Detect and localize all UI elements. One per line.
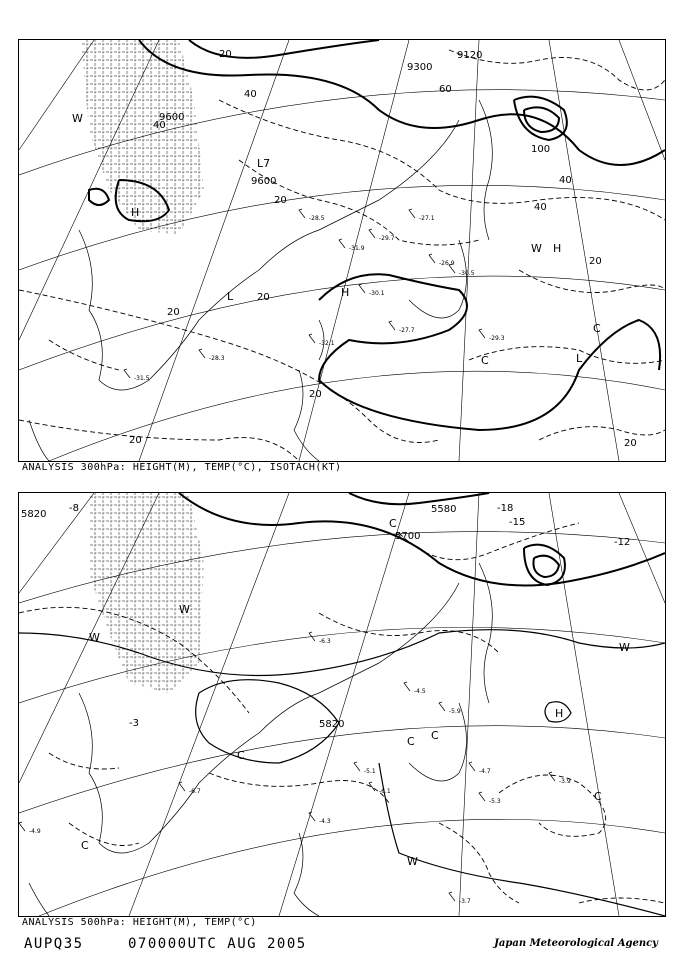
station-value: -5.3 — [489, 798, 501, 805]
station-value: -31.9 — [349, 245, 365, 252]
station-values — [124, 209, 505, 382]
system-c1: C — [481, 354, 489, 367]
system-w3: W — [619, 641, 630, 654]
label-40d: 40 — [534, 202, 547, 213]
system-w2: W — [179, 603, 190, 616]
wind-barb — [409, 209, 415, 218]
label-5700: 5700 — [395, 531, 421, 542]
wind-barb — [309, 812, 315, 821]
system-l3: L7 — [257, 157, 271, 170]
product-code: AUPQ35 — [24, 936, 84, 952]
height-contours — [179, 493, 665, 586]
label-9300: 9300 — [407, 62, 433, 73]
label-minus3: -3 — [129, 718, 139, 729]
wind-barb — [429, 254, 435, 263]
label-100: 100 — [531, 144, 551, 155]
system-c3: C — [594, 790, 602, 803]
system-w1: W — [89, 631, 100, 644]
label-20b: 20 — [274, 195, 287, 206]
wind-barb — [549, 772, 555, 781]
station-value: -6.7 — [189, 788, 201, 795]
height-contours-thin — [19, 630, 665, 916]
label-minus15: -15 — [509, 517, 526, 528]
valid-time: 070000UTC AUG 2005 — [128, 936, 307, 952]
station-value: -5.1 — [364, 768, 376, 775]
system-c6: C — [431, 729, 439, 742]
wind-barb — [299, 209, 305, 218]
station-value: -26.9 — [439, 260, 455, 267]
station-value: -3.7 — [459, 898, 471, 905]
system-h2: H — [553, 242, 562, 255]
label-20h: 20 — [624, 438, 637, 449]
label-40b: 40 — [153, 120, 166, 131]
station-value: -28.3 — [209, 355, 225, 362]
station-value: -27.7 — [399, 327, 415, 334]
system-c4: C — [407, 735, 415, 748]
system-w1: W — [72, 112, 83, 125]
station-value: -32.1 — [319, 340, 335, 347]
station-value: -31.5 — [134, 375, 150, 382]
agency-name: Japan Meteorological Agency — [494, 938, 658, 949]
wind-barb — [199, 349, 205, 358]
label-20d: 20 — [167, 307, 180, 318]
label-40c: 40 — [559, 175, 572, 186]
system-l1: L — [227, 290, 234, 303]
wind-barb — [179, 782, 185, 791]
wind-barb — [469, 762, 475, 771]
wind-barb — [389, 321, 395, 330]
map-500hpa — [19, 493, 665, 916]
system-l2: L — [576, 352, 583, 365]
wind-barb — [124, 369, 130, 378]
label-20a: 20 — [219, 49, 232, 60]
system-c5: C — [389, 517, 397, 530]
system-h1: H — [131, 206, 140, 219]
wind-barb — [404, 682, 410, 691]
station-value: -29.3 — [489, 335, 505, 342]
label-minus8: -8 — [69, 503, 79, 514]
hatched-area — [89, 493, 204, 693]
wind-barb — [19, 822, 25, 831]
wind-barb — [339, 239, 345, 248]
label-9600b: 9600 — [251, 176, 277, 187]
label-5820b: 5820 — [319, 719, 345, 730]
coastlines — [29, 563, 492, 916]
wind-barb — [369, 229, 375, 238]
station-value: -6.3 — [319, 638, 331, 645]
system-h1: H — [555, 707, 564, 720]
station-value: -6.1 — [379, 788, 391, 795]
label-20c: 20 — [257, 292, 270, 303]
label-20g: 20 — [589, 256, 602, 267]
station-value: -4.3 — [319, 818, 331, 825]
wind-barb — [359, 284, 365, 293]
station-value: -5.9 — [449, 708, 461, 715]
wind-barb — [354, 762, 360, 771]
label-9120: 9120 — [457, 50, 483, 61]
station-value: -30.5 — [459, 270, 475, 277]
wind-barb — [479, 329, 485, 338]
caption-500hpa: ANALYSIS 500hPa: HEIGHT(M), TEMP(°C) — [22, 917, 257, 928]
wind-barb — [439, 702, 445, 711]
station-value: -3.9 — [559, 778, 571, 785]
system-w4: W — [407, 855, 418, 868]
label-20f: 20 — [129, 435, 142, 446]
label-5820: 5820 — [21, 509, 47, 520]
station-value: -29.7 — [379, 235, 395, 242]
chart-300hpa — [18, 39, 666, 462]
chart-500hpa — [18, 492, 666, 917]
system-h3: H — [341, 286, 350, 299]
system-c2: C — [81, 839, 89, 852]
label-60: 60 — [439, 84, 452, 95]
label-20e: 20 — [309, 389, 322, 400]
system-c1: C — [237, 749, 245, 762]
label-5580: 5580 — [431, 504, 457, 515]
station-value: -4.5 — [414, 688, 426, 695]
wind-barb — [479, 792, 485, 801]
system-c2: C — [593, 322, 601, 335]
wind-barb — [309, 334, 315, 343]
station-value: -28.5 — [309, 215, 325, 222]
caption-300hpa: ANALYSIS 300hPa: HEIGHT(M), TEMP(°C), ISOTACH(KT) — [22, 462, 342, 473]
station-value: -4.7 — [479, 768, 491, 775]
wind-barb — [449, 892, 455, 901]
label-minus18: -18 — [497, 503, 514, 514]
label-minus12: -12 — [614, 537, 631, 548]
station-value: -27.1 — [419, 215, 435, 222]
station-value: -4.9 — [29, 828, 41, 835]
label-40a: 40 — [244, 89, 257, 100]
station-value: -30.1 — [369, 290, 385, 297]
map-300hpa — [19, 40, 665, 461]
system-w2: W — [531, 242, 542, 255]
label-9600: 9600 — [159, 112, 185, 123]
